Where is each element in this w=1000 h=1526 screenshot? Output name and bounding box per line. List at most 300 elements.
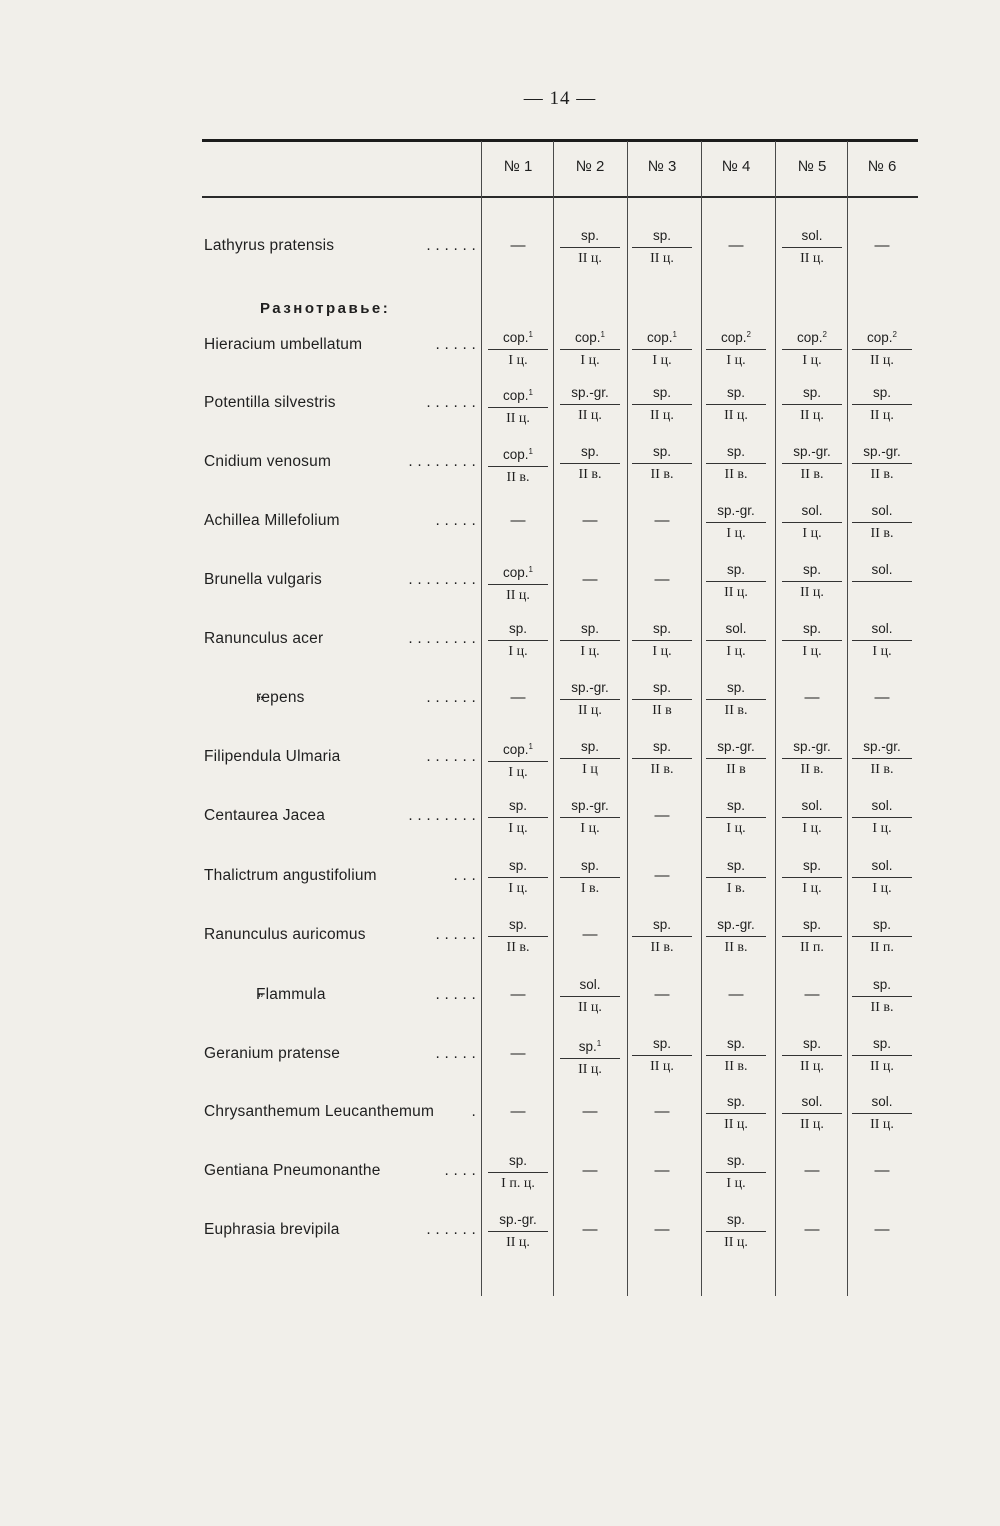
abundance-cell xyxy=(488,562,548,604)
species-label xyxy=(204,986,476,1004)
empty-cell-dash: — xyxy=(654,1221,670,1238)
abundance-value: sp. xyxy=(706,680,766,700)
empty-cell-dash: — xyxy=(654,1162,670,1179)
empty-cell-dash: — xyxy=(654,1103,670,1120)
species-name: Ranunculus acer xyxy=(204,630,324,647)
species-label xyxy=(204,630,476,648)
abundance-value: cop.$^1$ xyxy=(488,562,548,585)
abundance-cell xyxy=(782,562,842,601)
abundance-cell xyxy=(706,858,766,897)
species-label xyxy=(204,512,476,530)
leader-dots: . . . . . . xyxy=(426,689,476,706)
abundance-value: sp. xyxy=(706,385,766,405)
abundance-cell xyxy=(488,444,548,486)
empty-cell-dash: — xyxy=(654,867,670,884)
empty-cell-dash: — xyxy=(654,512,670,529)
phenophase-value: II ц. xyxy=(578,408,602,423)
column-divider xyxy=(775,141,776,1296)
species-label xyxy=(204,571,476,589)
phenophase-value: I ц. xyxy=(652,353,672,368)
leader-dots: . . . . . . xyxy=(426,748,476,765)
phenophase-value: I ц. xyxy=(726,526,746,541)
phenophase-value: I ц. xyxy=(802,644,822,659)
phenophase-value: I ц. xyxy=(580,644,600,659)
phenophase-value: II ц. xyxy=(506,411,530,426)
species-name: Gentiana Pneumonanthe xyxy=(204,1162,381,1179)
abundance-value: sp. xyxy=(706,1212,766,1232)
empty-cell-dash: — xyxy=(804,689,820,706)
abundance-cell xyxy=(560,385,620,424)
species-name: Euphrasia brevipila xyxy=(204,1221,340,1238)
species-name: Achillea Millefolium xyxy=(204,512,340,529)
empty-cell-dash: — xyxy=(510,237,526,254)
abundance-value: cop.$^1$ xyxy=(488,327,548,350)
abundance-value: sp. xyxy=(632,917,692,937)
abundance-cell xyxy=(852,917,912,956)
empty-cell-dash: — xyxy=(582,1162,598,1179)
abundance-cell xyxy=(852,858,912,897)
abundance-value: sp. xyxy=(632,444,692,464)
phenophase-value: II в. xyxy=(650,940,674,955)
phenophase-value: II п. xyxy=(870,940,894,955)
abundance-degree: 2 xyxy=(746,330,751,339)
phenophase-value: II ц. xyxy=(578,703,602,718)
species-label xyxy=(204,689,476,707)
abundance-cell xyxy=(782,228,842,267)
phenophase-value: II ц. xyxy=(800,1117,824,1132)
phenophase-value: II в. xyxy=(650,762,674,777)
abundance-value: sp. xyxy=(632,228,692,248)
abundance-cell xyxy=(632,621,692,660)
species-name: Centaurea Jacea xyxy=(204,807,326,824)
empty-cell-dash: — xyxy=(582,571,598,588)
empty-cell-dash: — xyxy=(582,1221,598,1238)
species-label xyxy=(204,237,476,255)
abundance-value: sp.-gr. xyxy=(560,680,620,700)
abundance-value: sol. xyxy=(852,1094,912,1114)
phenophase-value: II в. xyxy=(870,526,894,541)
species-name: Potentilla silvestris xyxy=(204,394,336,411)
phenophase-value: II ц. xyxy=(578,1000,602,1015)
abundance-degree: 1 xyxy=(596,1039,602,1048)
phenophase-value: II в. xyxy=(800,762,824,777)
abundance-cell xyxy=(632,917,692,956)
phenophase-value: I ц. xyxy=(508,644,528,659)
species-label xyxy=(204,807,476,825)
abundance-cell xyxy=(852,1036,912,1075)
abundance-value: sp. xyxy=(488,917,548,937)
table-header-rule xyxy=(202,196,918,198)
species-label xyxy=(204,453,476,471)
abundance-cell xyxy=(706,1094,766,1133)
abundance-value: sp.-gr. xyxy=(706,503,766,523)
abundance-value: sp. xyxy=(706,562,766,582)
abundance-value: sp.$^1$ xyxy=(560,1036,620,1059)
phenophase-value: II ц. xyxy=(506,588,530,603)
abundance-value: cop.$^1$ xyxy=(560,327,620,350)
empty-cell-dash: — xyxy=(874,237,890,254)
phenophase-value: II в. xyxy=(506,470,530,485)
species-label xyxy=(204,867,476,885)
column-header: № 3 xyxy=(647,158,677,175)
phenophase-value: II ц. xyxy=(870,1059,894,1074)
phenophase-value: I ц. xyxy=(580,821,600,836)
abundance-cell xyxy=(852,798,912,837)
phenophase-value: I ц. xyxy=(508,353,528,368)
species-name: Cnidium venosum xyxy=(204,453,332,470)
abundance-value: sp.-gr. xyxy=(782,739,842,759)
leader-dots: . . . . . . . . xyxy=(408,453,476,470)
leader-dots: . . . . . . . . xyxy=(408,630,476,647)
abundance-cell xyxy=(706,503,766,542)
species-name: Ranunculus auricomus xyxy=(204,926,366,943)
phenophase-value: I ц. xyxy=(872,821,892,836)
phenophase-value: II в xyxy=(652,703,672,718)
abundance-degree: 1 xyxy=(528,565,533,574)
phenophase-value: II в xyxy=(726,762,746,777)
abundance-value: sp.-gr. xyxy=(560,798,620,818)
abundance-value: sp.-gr. xyxy=(782,444,842,464)
abundance-cell xyxy=(632,444,692,483)
abundance-value: sol. xyxy=(782,228,842,248)
phenophase-value: II ц. xyxy=(650,1059,674,1074)
abundance-value: cop.$^1$ xyxy=(632,327,692,350)
phenophase-value: I в. xyxy=(726,881,746,896)
abundance-value: sp. xyxy=(706,1153,766,1173)
empty-cell-dash: — xyxy=(582,1103,598,1120)
abundance-cell xyxy=(560,1036,620,1078)
abundance-value: sp. xyxy=(852,917,912,937)
abundance-cell xyxy=(852,621,912,660)
abundance-cell xyxy=(852,444,912,483)
abundance-value: sp. xyxy=(706,858,766,878)
leader-dots: . . . . . . . . xyxy=(408,571,476,588)
phenophase-value: II в. xyxy=(800,467,824,482)
abundance-cell xyxy=(632,228,692,267)
page-number: — 14 — xyxy=(523,88,597,109)
abundance-cell xyxy=(706,621,766,660)
phenophase-value: II ц. xyxy=(800,408,824,423)
abundance-value: sp.-gr. xyxy=(488,1212,548,1232)
phenophase-value: II ц. xyxy=(724,408,748,423)
species-name: „ Flammula xyxy=(204,986,326,1003)
abundance-cell xyxy=(706,1153,766,1192)
abundance-cell xyxy=(488,858,548,897)
species-label xyxy=(204,1103,476,1121)
leader-dots: . . . . xyxy=(444,1162,476,1179)
column-header: № 1 xyxy=(503,158,533,175)
phenophase-value: I п. ц. xyxy=(501,1176,535,1191)
abundance-cell xyxy=(632,327,692,369)
abundance-cell xyxy=(782,503,842,542)
column-header: № 6 xyxy=(867,158,897,175)
empty-cell-dash: — xyxy=(654,986,670,1003)
abundance-value: sol. xyxy=(852,858,912,878)
phenophase-value: II ц. xyxy=(578,251,602,266)
abundance-value: sol. xyxy=(782,798,842,818)
empty-cell-dash: — xyxy=(728,237,744,254)
phenophase-value: II ц. xyxy=(650,408,674,423)
abundance-cell xyxy=(782,917,842,956)
abundance-degree: 2 xyxy=(822,330,827,339)
abundance-value: sp. xyxy=(560,228,620,248)
empty-cell-dash: — xyxy=(510,689,526,706)
abundance-cell xyxy=(852,503,912,542)
phenophase-value: II в. xyxy=(724,1059,748,1074)
abundance-value: sp. xyxy=(488,798,548,818)
phenophase-value: I ц. xyxy=(872,881,892,896)
abundance-value: sp. xyxy=(706,1036,766,1056)
phenophase-value: I ц. xyxy=(802,881,822,896)
phenophase-value: II ц. xyxy=(870,1117,894,1132)
abundance-value: cop.$^2$ xyxy=(852,327,912,350)
abundance-cell xyxy=(560,444,620,483)
column-divider xyxy=(701,141,702,1296)
abundance-value: cop.$^1$ xyxy=(488,385,548,408)
abundance-value: sp. xyxy=(488,858,548,878)
phenophase-value: I ц xyxy=(582,762,598,777)
abundance-cell xyxy=(488,1153,548,1192)
abundance-cell xyxy=(782,1094,842,1133)
phenophase-value: II в. xyxy=(506,940,530,955)
abundance-cell xyxy=(852,739,912,778)
abundance-value: sp. xyxy=(706,1094,766,1114)
abundance-value: sp. xyxy=(560,444,620,464)
abundance-cell xyxy=(852,1094,912,1133)
abundance-degree: 1 xyxy=(528,742,533,751)
abundance-cell xyxy=(488,621,548,660)
phenophase-value: II ц. xyxy=(870,408,894,423)
leader-dots: . . . . . . xyxy=(426,394,476,411)
abundance-value: sp. xyxy=(632,1036,692,1056)
species-label xyxy=(204,1045,476,1063)
abundance-value: sp.-gr. xyxy=(852,444,912,464)
abundance-cell xyxy=(706,917,766,956)
leader-dots: . . . . . xyxy=(435,336,476,353)
species-label xyxy=(204,926,476,944)
abundance-cell xyxy=(706,562,766,601)
abundance-cell xyxy=(782,327,842,369)
abundance-value: cop.$^2$ xyxy=(706,327,766,350)
section-heading: Разнотравье: xyxy=(260,300,391,317)
abundance-cell xyxy=(852,562,912,585)
species-name: Lathyrus pratensis xyxy=(204,237,335,254)
abundance-cell xyxy=(706,444,766,483)
phenophase-value: II ц. xyxy=(650,251,674,266)
abundance-value: sol. xyxy=(782,503,842,523)
abundance-cell xyxy=(560,798,620,837)
abundance-cell xyxy=(706,680,766,719)
abundance-cell xyxy=(632,1036,692,1075)
species-label xyxy=(204,1221,476,1239)
empty-cell-dash: — xyxy=(874,689,890,706)
empty-cell-dash: — xyxy=(654,807,670,824)
abundance-degree: 1 xyxy=(528,330,533,339)
abundance-cell xyxy=(632,680,692,719)
phenophase-value: I в. xyxy=(580,881,600,896)
species-name: „ repens xyxy=(204,689,305,706)
abundance-cell xyxy=(852,327,912,369)
empty-cell-dash: — xyxy=(874,1162,890,1179)
abundance-cell xyxy=(560,739,620,778)
abundance-value: sp.-gr. xyxy=(706,917,766,937)
abundance-value: cop.$^1$ xyxy=(488,739,548,762)
abundance-cell xyxy=(488,385,548,427)
phenophase-value: II в. xyxy=(650,467,674,482)
column-header: № 5 xyxy=(797,158,827,175)
abundance-value: sp. xyxy=(782,621,842,641)
abundance-value: sol. xyxy=(852,503,912,523)
abundance-value: sp. xyxy=(782,562,842,582)
leader-dots: . . . . . xyxy=(435,926,476,943)
abundance-cell xyxy=(632,739,692,778)
abundance-cell xyxy=(632,385,692,424)
species-name: Brunella vulgaris xyxy=(204,571,322,588)
abundance-value: sp. xyxy=(488,1153,548,1173)
phenophase-value: II п. xyxy=(800,940,824,955)
phenophase-value: I ц. xyxy=(508,881,528,896)
empty-cell-dash: — xyxy=(804,1221,820,1238)
phenophase-value: II ц. xyxy=(724,1235,748,1250)
empty-cell-dash: — xyxy=(804,1162,820,1179)
abundance-cell xyxy=(560,858,620,897)
leader-dots: . . . . . . xyxy=(426,1221,476,1238)
phenophase-value: II в. xyxy=(724,940,748,955)
empty-cell-dash: — xyxy=(804,986,820,1003)
phenophase-value: I ц. xyxy=(726,1176,746,1191)
abundance-cell xyxy=(782,621,842,660)
phenophase-value: II ц. xyxy=(724,1117,748,1132)
species-name: Thalictrum angustifolium xyxy=(204,867,377,884)
phenophase-value: II в. xyxy=(724,703,748,718)
phenophase-value: I ц. xyxy=(508,821,528,836)
phenophase-value: I ц. xyxy=(652,644,672,659)
abundance-cell xyxy=(706,1212,766,1251)
abundance-cell xyxy=(560,621,620,660)
abundance-degree: 1 xyxy=(600,330,605,339)
abundance-value: sp. xyxy=(560,621,620,641)
column-divider xyxy=(627,141,628,1296)
species-label xyxy=(204,748,476,766)
abundance-cell xyxy=(488,798,548,837)
abundance-cell xyxy=(560,977,620,1016)
leader-dots: . xyxy=(471,1103,476,1120)
abundance-cell xyxy=(560,680,620,719)
abundance-cell xyxy=(852,977,912,1016)
abundance-cell xyxy=(782,858,842,897)
abundance-cell xyxy=(782,1036,842,1075)
abundance-cell xyxy=(782,385,842,424)
phenophase-value: II в. xyxy=(870,762,894,777)
species-name: Hieracium umbellatum xyxy=(204,336,363,353)
leader-dots: . . . . . xyxy=(435,512,476,529)
phenophase-value: II ц. xyxy=(578,1062,602,1077)
phenophase-value: I ц. xyxy=(726,644,746,659)
abundance-cell xyxy=(488,739,548,781)
phenophase-value: II ц. xyxy=(870,353,894,368)
abundance-value: sp.-gr. xyxy=(706,739,766,759)
abundance-value: sol. xyxy=(852,621,912,641)
empty-cell-dash: — xyxy=(874,1221,890,1238)
phenophase-value: II в. xyxy=(870,1000,894,1015)
species-name: Filipendula Ulmaria xyxy=(204,748,341,765)
abundance-cell xyxy=(706,798,766,837)
abundance-cell xyxy=(782,798,842,837)
phenophase-value: I ц. xyxy=(508,765,528,780)
abundance-cell xyxy=(488,1212,548,1251)
abundance-value: sol. xyxy=(852,798,912,818)
phenophase-value: II ц. xyxy=(506,1235,530,1250)
leader-dots: . . . . . xyxy=(435,1045,476,1062)
species-label xyxy=(204,336,476,354)
abundance-value: sp. xyxy=(488,621,548,641)
abundance-value: sp. xyxy=(852,977,912,997)
empty-cell-dash: — xyxy=(510,512,526,529)
empty-cell-dash: — xyxy=(510,986,526,1003)
phenophase-value: I ц. xyxy=(802,526,822,541)
column-divider xyxy=(553,141,554,1296)
abundance-value: sp. xyxy=(632,680,692,700)
empty-cell-dash: — xyxy=(582,926,598,943)
abundance-value: sp.-gr. xyxy=(852,739,912,759)
abundance-cell xyxy=(706,1036,766,1075)
abundance-value: sp. xyxy=(852,1036,912,1056)
leader-dots: . . . . . . xyxy=(426,237,476,254)
phenophase-value: II ц. xyxy=(724,585,748,600)
phenophase-value: II ц. xyxy=(800,1059,824,1074)
abundance-value: sp. xyxy=(706,798,766,818)
phenophase-value xyxy=(852,582,912,585)
abundance-value: sp. xyxy=(706,444,766,464)
phenophase-value: I ц. xyxy=(872,644,892,659)
phenophase-value: II в. xyxy=(724,467,748,482)
column-divider xyxy=(847,141,848,1296)
empty-cell-dash: — xyxy=(582,512,598,529)
abundance-cell xyxy=(706,739,766,778)
leader-dots: . . . xyxy=(453,867,476,884)
empty-cell-dash: — xyxy=(510,1045,526,1062)
abundance-value: sp. xyxy=(560,739,620,759)
empty-cell-dash: — xyxy=(654,571,670,588)
abundance-value: sol. xyxy=(560,977,620,997)
phenophase-value: I ц. xyxy=(726,821,746,836)
abundance-value: sp. xyxy=(632,739,692,759)
abundance-cell xyxy=(706,327,766,369)
abundance-degree: 1 xyxy=(528,388,533,397)
phenophase-value: I ц. xyxy=(580,353,600,368)
empty-cell-dash: — xyxy=(510,1103,526,1120)
abundance-degree: 1 xyxy=(672,330,677,339)
species-name: Chrysanthemum Leucanthemum xyxy=(204,1103,435,1120)
leader-dots: . . . . . . . . xyxy=(408,807,476,824)
phenophase-value: I ц. xyxy=(802,353,822,368)
abundance-cell xyxy=(488,917,548,956)
phenophase-value: II в. xyxy=(870,467,894,482)
abundance-cell xyxy=(560,327,620,369)
phenophase-value: II в. xyxy=(578,467,602,482)
species-label xyxy=(204,1162,476,1180)
abundance-value: sp.-gr. xyxy=(560,385,620,405)
abundance-value: sp. xyxy=(782,385,842,405)
abundance-value: sp. xyxy=(560,858,620,878)
column-header: № 4 xyxy=(721,158,751,175)
abundance-value: sp. xyxy=(782,1036,842,1056)
abundance-value: cop.$^2$ xyxy=(782,327,842,350)
abundance-value: sp. xyxy=(782,858,842,878)
species-label xyxy=(204,394,476,412)
phenophase-value: I ц. xyxy=(726,353,746,368)
abundance-cell xyxy=(488,327,548,369)
